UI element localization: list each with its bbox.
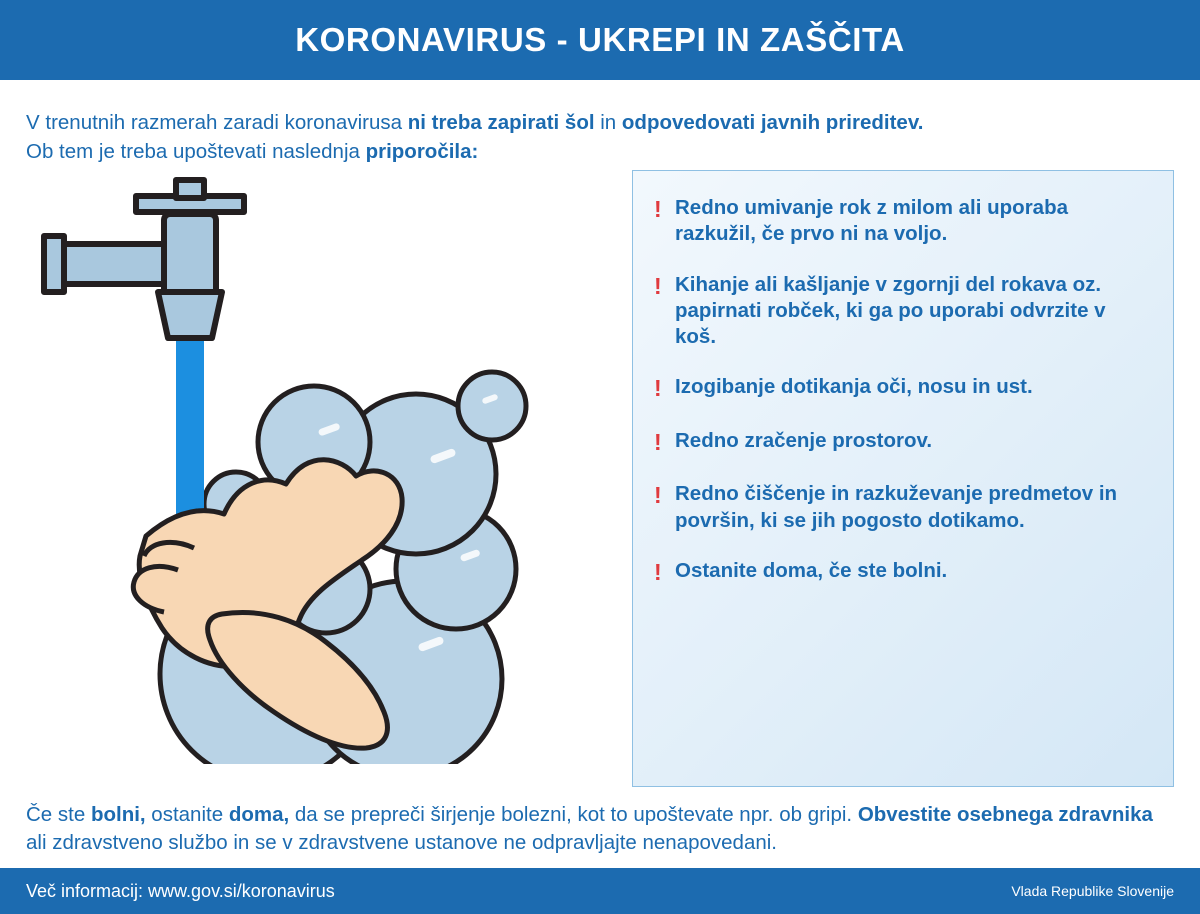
intro-paragraph	[0, 80, 1200, 166]
footnote-text1: Če ste	[26, 802, 91, 826]
footnote-bold2: doma,	[228, 802, 290, 826]
recommendations-list	[651, 195, 1151, 587]
recommendation-text: Redno zračenje prostorov.	[675, 428, 933, 452]
footnote-bold1: bolni,	[90, 802, 146, 826]
list-item	[651, 481, 1151, 533]
intro-line-1	[26, 108, 1174, 137]
footnote-bold3: Obvestite osebnega zdravnika	[857, 802, 1153, 826]
list-item	[651, 428, 1151, 457]
publisher-label: Vlada Republike Slovenije	[1011, 883, 1174, 899]
recommendation-text: Ostanite doma, če ste bolni.	[675, 558, 948, 582]
more-info-link[interactable]: Več informacij: www.gov.si/koronavirus	[26, 880, 335, 901]
intro-line2-text1: Ob tem je treba upoštevati naslednja	[26, 140, 366, 164]
exclamation-icon: !	[654, 272, 662, 299]
list-item	[651, 272, 1151, 351]
list-item	[651, 195, 1151, 247]
poster-body	[0, 166, 1200, 794]
recommendation-text: Kihanje ali kašljanje v zgornji del rokava oz. papirnati robček, ki ga po uporabi odvrzite v koš.	[675, 272, 1106, 349]
exclamation-icon: !	[654, 428, 662, 455]
list-item	[651, 558, 1151, 587]
poster-header	[0, 0, 1200, 80]
intro-line-2	[26, 137, 1174, 166]
page-title: KORONAVIRUS - UKREPI IN ZAŠČITA	[295, 21, 905, 58]
intro-line1-bold1: ni treba zapirati šol	[407, 111, 595, 134]
recommendation-text: Redno umivanje rok z milom ali uporaba razkužil, če prvo ni na voljo.	[675, 196, 1068, 246]
list-item	[651, 374, 1151, 403]
handwashing-illustration	[26, 174, 626, 794]
recommendation-text: Izogibanje dotikanja oči, nosu in ust.	[675, 375, 1033, 399]
footnote-text3: da se prepreči širjenje bolezni, kot to upoštevate npr. ob gripi.	[289, 802, 858, 826]
footnote-paragraph	[0, 795, 1200, 858]
exclamation-icon: !	[654, 558, 662, 585]
intro-line1-text2: in	[594, 111, 622, 134]
exclamation-icon: !	[654, 196, 662, 223]
intro-line1-bold2: odpovedovati javnih prireditev.	[621, 111, 924, 134]
water-stream	[176, 334, 204, 534]
recommendation-text: Redno čiščenje in razkuževanje predmetov in površin, ki se jih pogosto dotikamo.	[675, 482, 1118, 532]
exclamation-icon: !	[654, 482, 662, 509]
footnote-text4: ali zdravstveno službo in se v zdravstvene ustanove ne odpravljajte nenapovedani.	[26, 831, 777, 855]
handwashing-tap-soap-bubbles-icon	[26, 174, 626, 764]
footnote-text2: ostanite	[145, 802, 229, 826]
poster-footer	[0, 868, 1200, 914]
intro-line1-text1: V trenutnih razmerah zaradi koronavirusa	[26, 111, 408, 134]
recommendations-panel	[632, 170, 1174, 786]
exclamation-icon: !	[654, 375, 662, 402]
intro-line2-bold1: priporočila:	[365, 140, 479, 164]
